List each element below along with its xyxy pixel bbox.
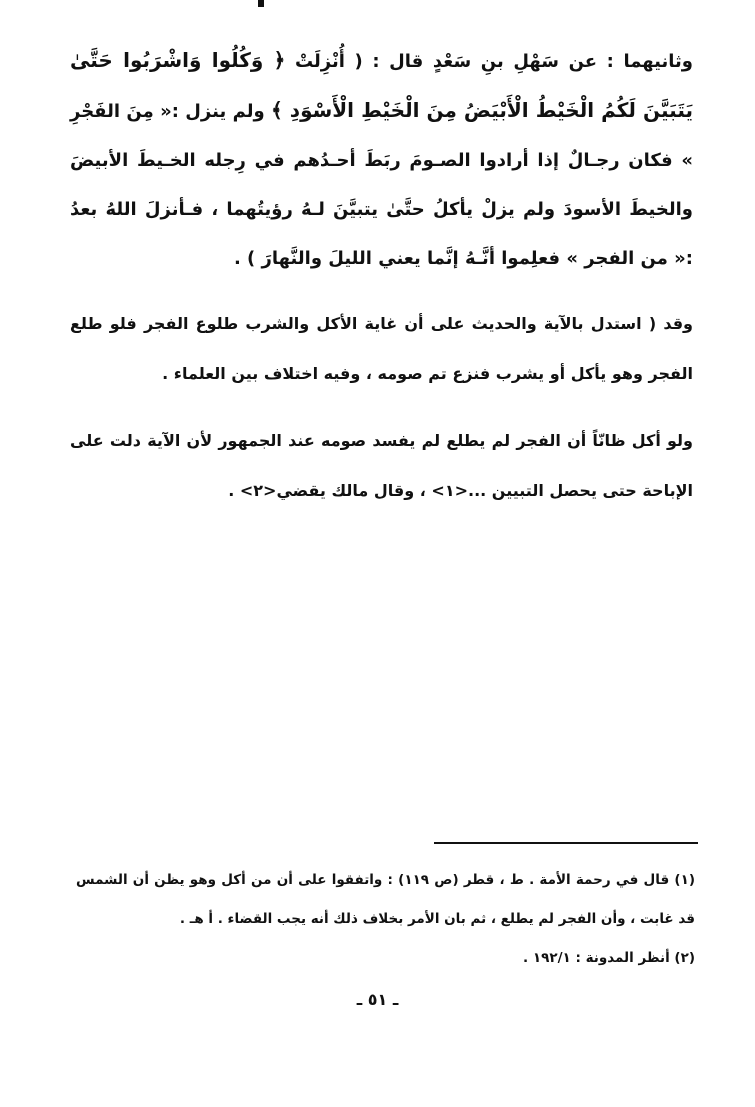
quran-verse: ﴿ وَكُلُوا وَاشْرَبُوا حَتَّىٰ يَتَبَيَّنَ لَكُمُ الْخَيْطُ الْأَبْيَضُ مِنَ الْخَيْطِ الْأَسْوَدِ ﴾ [70,48,693,122]
paragraph-eating-mistaken: ولو أكل ظانّاً أن الفجر لم يطلع لم يفسد صومه عند الجمهور لأن الآية دلت على الإباحة حتى يحصل التبيين ...<١> ، وقال مالك يقضي<٢> . [70,431,693,500]
footnote-1: (١) قال في رحمة الأمة . ط ، قطر (ص ١١٩) : واتفقوا على أن من أكل وهو يظن أن الشمس قد غابت ، وأن الفجر لم يطلع ، ثم بان الأمر بخلاف ذلك أنه يجب القضاء . أ هـ . [76,872,695,927]
page-number: ـ ٥١ ـ [356,990,399,1009]
paragraph-inference: وقد ( استدل بالآية والحديث على أن غاية الأكل والشرب طلوع الفجر فلو طلع الفجر وهو يأكل أو يشرب فنزع تم صومه ، وفيه اختلاف بين العلماء . [70,314,693,383]
footnote-separator [434,842,698,844]
paragraph-continuation: ولم ينزل :« مِنَ الفَجْرِ » فكان رجـالٌ إذا أرادوا الصـومَ ربَطَ أحـدُهم في رِجله الخـيطَ الأبيضَ والخيطَ الأسودَ ولم يزلْ يأكلُ حتَّىٰ يتبيَّنَ لـهُ رؤيتُهما ، فـأنزلَ اللهُ بعدُ :« من الفجر » فعلِموا أنَّـهُ إنَّما يعني الليلَ والنَّهارَ ) . [70,101,693,269]
paragraph-intro: وثانيهما : عن سَهْلِ بنِ سَعْدٍ قال : ( أُنْزِلَتْ [294,51,693,72]
paragraph-hadith-sahl [70,36,693,283]
footnote-2: (٢) أنظر المدونة : ١٩٢/١ . [523,950,695,966]
page-body [70,36,693,516]
footnotes [76,861,695,978]
top-edge-mark [258,0,264,7]
